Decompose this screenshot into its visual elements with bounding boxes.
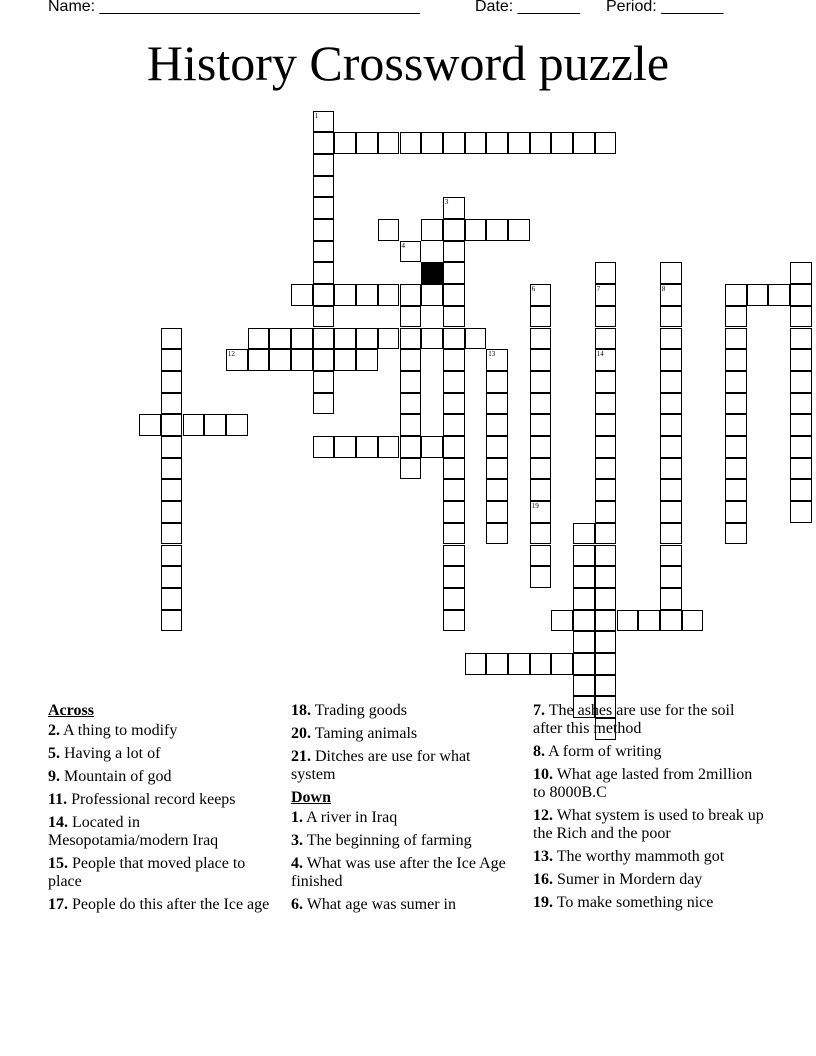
crossword-cell[interactable]: [573, 675, 595, 697]
crossword-cell[interactable]: [400, 371, 422, 393]
crossword-cell[interactable]: [443, 545, 465, 567]
crossword-cell[interactable]: [161, 479, 183, 501]
crossword-cell[interactable]: [595, 501, 617, 523]
cell-number: 13: [488, 350, 496, 359]
clue-number: 16.: [533, 871, 553, 888]
crossword-cell[interactable]: [443, 414, 465, 436]
crossword-cell[interactable]: [356, 328, 378, 350]
crossword-cell[interactable]: [421, 328, 443, 350]
crossword-cell[interactable]: [421, 132, 443, 154]
clue-number: 9.: [48, 768, 60, 785]
crossword-cell[interactable]: [465, 328, 487, 350]
crossword-cell[interactable]: [790, 306, 812, 328]
crossword-cell[interactable]: [226, 349, 248, 371]
crossword-cell[interactable]: [595, 458, 617, 480]
crossword-cell[interactable]: [660, 523, 682, 545]
crossword-cell[interactable]: [378, 284, 400, 306]
crossword-cell[interactable]: [334, 349, 356, 371]
crossword-cell[interactable]: [790, 328, 812, 350]
across-clue: [48, 745, 276, 763]
crossword-cell[interactable]: [443, 479, 465, 501]
crossword-cell[interactable]: [768, 284, 790, 306]
crossword-cell[interactable]: [356, 349, 378, 371]
crossword-cell[interactable]: [486, 132, 508, 154]
crossword-cell[interactable]: [313, 262, 335, 284]
crossword-cell[interactable]: [725, 393, 747, 415]
crossword-cell[interactable]: [443, 241, 465, 263]
crossword-cell[interactable]: [725, 371, 747, 393]
crossword-cell[interactable]: [161, 501, 183, 523]
crossword-cell[interactable]: [486, 479, 508, 501]
crossword-cell[interactable]: [161, 458, 183, 480]
clue-text: People do this after the Ice age: [72, 896, 270, 913]
crossword-cell[interactable]: [530, 501, 552, 523]
crossword-cell[interactable]: [139, 414, 161, 436]
crossword-cell[interactable]: [747, 284, 769, 306]
crossword-cell[interactable]: [378, 132, 400, 154]
crossword-cell[interactable]: [356, 132, 378, 154]
crossword-cell[interactable]: [595, 545, 617, 567]
crossword-cell[interactable]: [573, 610, 595, 632]
crossword-cell[interactable]: [465, 219, 487, 241]
crossword-cell[interactable]: [313, 306, 335, 328]
crossword-cell[interactable]: [530, 545, 552, 567]
clue-text: Sumer in Mordern day: [557, 871, 703, 888]
clue-text: What age was sumer in: [306, 896, 456, 913]
crossword-cell[interactable]: [443, 371, 465, 393]
cell-number: 1: [314, 111, 319, 120]
crossword-cell[interactable]: [660, 566, 682, 588]
clue-text: Mountain of god: [64, 768, 172, 785]
down-clue: [533, 743, 765, 761]
crossword-cell[interactable]: [551, 653, 573, 675]
crossword-cell[interactable]: [421, 219, 443, 241]
crossword-cell[interactable]: [486, 349, 508, 371]
crossword-cell[interactable]: [313, 132, 335, 154]
across-clue: [48, 722, 276, 740]
clue-number: 13.: [533, 848, 553, 865]
crossword-cell[interactable]: [486, 523, 508, 545]
crossword-cell[interactable]: [790, 393, 812, 415]
crossword-cell[interactable]: [595, 479, 617, 501]
clue-text: A form of writing: [548, 743, 662, 760]
crossword-cell[interactable]: [725, 523, 747, 545]
crossword-cell[interactable]: [486, 436, 508, 458]
crossword-cell[interactable]: [790, 371, 812, 393]
crossword-cell[interactable]: [443, 219, 465, 241]
crossword-cell[interactable]: [530, 371, 552, 393]
down-clue: [533, 894, 765, 912]
crossword-cell[interactable]: [400, 436, 422, 458]
crossword-cell[interactable]: [313, 393, 335, 415]
crossword-cell[interactable]: [248, 328, 270, 350]
clue-text: A thing to modify: [63, 722, 178, 739]
crossword-cell[interactable]: [313, 154, 335, 176]
crossword-cell[interactable]: [595, 284, 617, 306]
clue-text: Ditches are use for what system: [291, 748, 471, 783]
crossword-cell[interactable]: [660, 306, 682, 328]
crossword-cell[interactable]: [530, 132, 552, 154]
crossword-cell[interactable]: [595, 588, 617, 610]
clue-number: 12.: [533, 807, 553, 824]
cell-number: 4: [401, 241, 405, 250]
clue-number: 21.: [291, 748, 311, 765]
crossword-cell[interactable]: [161, 393, 183, 415]
crossword-cell[interactable]: [443, 501, 465, 523]
crossword-cell[interactable]: [226, 414, 248, 436]
crossword-cell[interactable]: [530, 436, 552, 458]
crossword-cell[interactable]: [378, 219, 400, 241]
page-title: History Crossword puzzle: [146, 35, 670, 91]
crossword-cell[interactable]: [400, 241, 422, 263]
crossword-cell[interactable]: [161, 566, 183, 588]
crossword-cell[interactable]: [595, 566, 617, 588]
crossword-cell[interactable]: [617, 610, 639, 632]
crossword-cell[interactable]: [595, 610, 617, 632]
clues-column-3: [533, 702, 765, 917]
down-clue: [291, 855, 517, 891]
crossword-cell[interactable]: [443, 132, 465, 154]
crossword-cell[interactable]: [378, 436, 400, 458]
clue-text: What system is used to break up the Rich and the poor: [533, 807, 764, 842]
crossword-cell[interactable]: [161, 371, 183, 393]
down-clue: [533, 848, 765, 866]
crossword-cell[interactable]: [660, 349, 682, 371]
crossword-cell[interactable]: [291, 284, 313, 306]
crossword-cell[interactable]: [183, 414, 205, 436]
crossword-cell[interactable]: [530, 328, 552, 350]
crossword-cell[interactable]: [790, 458, 812, 480]
crossword-cell[interactable]: [443, 523, 465, 545]
down-heading: Down: [291, 789, 332, 806]
crossword-cell[interactable]: [421, 284, 443, 306]
crossword-cell[interactable]: [595, 349, 617, 371]
crossword-cell[interactable]: [660, 479, 682, 501]
crossword-cell[interactable]: [595, 393, 617, 415]
clue-number: 20.: [291, 725, 311, 742]
crossword-cell[interactable]: [725, 328, 747, 350]
crossword-cell[interactable]: [400, 328, 422, 350]
crossword-cell[interactable]: [725, 479, 747, 501]
crossword-cell[interactable]: [313, 176, 335, 198]
crossword-cell[interactable]: [204, 414, 226, 436]
crossword-cell[interactable]: [400, 393, 422, 415]
crossword-cell[interactable]: [595, 653, 617, 675]
crossword-cell[interactable]: [248, 349, 270, 371]
clue-number: 3.: [291, 832, 303, 849]
clues-column-2: [291, 702, 517, 919]
crossword-cell[interactable]: [508, 132, 530, 154]
crossword-cell[interactable]: [161, 436, 183, 458]
crossword-cell[interactable]: [443, 610, 465, 632]
crossword-cell[interactable]: [595, 306, 617, 328]
clue-number: 10.: [533, 766, 553, 783]
clue-number: 15.: [48, 855, 68, 872]
crossword-cell[interactable]: [486, 393, 508, 415]
down-clue: [533, 702, 765, 738]
crossword-cell[interactable]: [530, 284, 552, 306]
crossword-cell[interactable]: [443, 349, 465, 371]
cell-number: 6: [531, 285, 536, 294]
crossword-cell[interactable]: [313, 197, 335, 219]
crossword-cell[interactable]: [530, 458, 552, 480]
crossword-cell[interactable]: [161, 545, 183, 567]
crossword-cell[interactable]: [530, 523, 552, 545]
clue-number: 8.: [533, 743, 545, 760]
crossword-cell[interactable]: [486, 219, 508, 241]
crossword-cell[interactable]: [400, 414, 422, 436]
crossword-cell[interactable]: [443, 393, 465, 415]
crossword-cell[interactable]: [660, 588, 682, 610]
crossword-cell[interactable]: [400, 349, 422, 371]
crossword-cell[interactable]: [313, 219, 335, 241]
across-clue: [291, 725, 517, 743]
crossword-cell[interactable]: [530, 349, 552, 371]
cell-number: 3: [444, 198, 449, 207]
crossword-cell[interactable]: [660, 545, 682, 567]
crossword-cell[interactable]: [682, 610, 704, 632]
crossword-cell[interactable]: [486, 458, 508, 480]
crossword-cell[interactable]: [660, 414, 682, 436]
crossword-cell[interactable]: [291, 349, 313, 371]
clue-text: Trading goods: [314, 702, 408, 719]
clue-text: A river in Iraq: [306, 809, 398, 826]
crossword-cell[interactable]: [443, 588, 465, 610]
crossword-cell[interactable]: [595, 371, 617, 393]
crossword-cell[interactable]: [486, 414, 508, 436]
clue-text: To make something nice: [556, 894, 714, 911]
crossword-cell[interactable]: [595, 414, 617, 436]
crossword-cell[interactable]: [269, 349, 291, 371]
crossword-cell[interactable]: [334, 436, 356, 458]
crossword-cell[interactable]: [660, 393, 682, 415]
down-clue: [291, 832, 517, 850]
clue-number: 2.: [48, 722, 60, 739]
crossword-cell[interactable]: [530, 306, 552, 328]
crossword-cell[interactable]: [334, 328, 356, 350]
crossword-cell[interactable]: [573, 566, 595, 588]
clue-text: Having a lot of: [64, 745, 161, 762]
crossword-cell[interactable]: [595, 436, 617, 458]
crossword-cell[interactable]: [790, 349, 812, 371]
clue-text: People that moved place to place: [48, 855, 246, 890]
crossword-cell[interactable]: [530, 414, 552, 436]
crossword-cell[interactable]: [530, 479, 552, 501]
clue-text: Taming animals: [314, 725, 418, 742]
clue-number: 4.: [291, 855, 303, 872]
crossword-cell[interactable]: [725, 436, 747, 458]
clue-number: 18.: [291, 702, 311, 719]
crossword-cell[interactable]: [573, 523, 595, 545]
crossword-cell[interactable]: [486, 371, 508, 393]
clue-number: 14.: [48, 814, 68, 831]
down-clue: [291, 896, 517, 914]
crossword-cell[interactable]: [508, 653, 530, 675]
crossword-cell[interactable]: [790, 501, 812, 523]
clues-column-1: [48, 702, 276, 919]
crossword-cell[interactable]: [400, 284, 422, 306]
crossword-cell[interactable]: [725, 501, 747, 523]
crossword-cell[interactable]: [790, 284, 812, 306]
clue-text: Located in Mesopotamia/modern Iraq: [48, 814, 219, 849]
across-clue: [291, 702, 517, 720]
crossword-cell[interactable]: [790, 262, 812, 284]
across-clue: [48, 768, 276, 786]
clue-text: The ashes are use for the soil after this method: [533, 702, 735, 737]
clue-number: 11.: [48, 791, 68, 808]
crossword-cell[interactable]: [313, 111, 335, 133]
crossword-cell[interactable]: [573, 132, 595, 154]
clue-text: Professional record keeps: [71, 791, 236, 808]
crossword-cell[interactable]: [551, 610, 573, 632]
clue-number: 19.: [533, 894, 553, 911]
cell-number: 14: [596, 350, 604, 359]
crossword-cell[interactable]: [660, 458, 682, 480]
crossword-cell[interactable]: [660, 610, 682, 632]
clue-number: 17.: [48, 896, 68, 913]
crossword-cell[interactable]: [356, 284, 378, 306]
clue-number: 1.: [291, 809, 303, 826]
down-clue: [291, 809, 517, 827]
crossword-cell[interactable]: [660, 371, 682, 393]
crossword-cell[interactable]: [486, 501, 508, 523]
down-clue: [533, 807, 765, 843]
crossword-cell[interactable]: [530, 393, 552, 415]
crossword-cell[interactable]: [508, 219, 530, 241]
crossword-cell[interactable]: [660, 262, 682, 284]
name-field-label: Name: ____________________________________: [48, 0, 420, 15]
crossword-cell[interactable]: [161, 588, 183, 610]
crossword-cell[interactable]: [161, 328, 183, 350]
clue-text: The worthy mammoth got: [556, 848, 725, 865]
crossword-cell[interactable]: [660, 284, 682, 306]
crossword-cell[interactable]: [161, 414, 183, 436]
crossword-cell[interactable]: [486, 653, 508, 675]
crossword-cell[interactable]: [443, 566, 465, 588]
crossword-cell[interactable]: [269, 328, 291, 350]
crossword-cell[interactable]: [443, 197, 465, 219]
down-clue: [533, 766, 765, 802]
crossword-cell[interactable]: [595, 132, 617, 154]
crossword-cell[interactable]: [573, 588, 595, 610]
crossword-cell[interactable]: [573, 653, 595, 675]
crossword-cell[interactable]: [421, 436, 443, 458]
crossword-cell[interactable]: [334, 284, 356, 306]
crossword-cell[interactable]: [725, 306, 747, 328]
clue-number: 7.: [533, 702, 545, 719]
crossword-cell[interactable]: [725, 458, 747, 480]
crossword-cell[interactable]: [660, 436, 682, 458]
crossword-cell[interactable]: [161, 523, 183, 545]
crossword-cell[interactable]: [334, 132, 356, 154]
crossword-cell[interactable]: [573, 631, 595, 653]
crossword-cell[interactable]: [400, 306, 422, 328]
crossword-cell[interactable]: [790, 436, 812, 458]
crossword-cell[interactable]: [595, 675, 617, 697]
crossword-cell[interactable]: [313, 328, 335, 350]
crossword-cell[interactable]: [400, 132, 422, 154]
crossword-cell[interactable]: [660, 501, 682, 523]
crossword-cell[interactable]: [313, 371, 335, 393]
across-clue: [48, 814, 276, 850]
crossword-cell[interactable]: [443, 306, 465, 328]
crossword-cell[interactable]: [443, 284, 465, 306]
crossword-cell[interactable]: [465, 132, 487, 154]
crossword-cell[interactable]: [356, 436, 378, 458]
clue-text: The beginning of farming: [306, 832, 472, 849]
crossword-cell[interactable]: [551, 132, 573, 154]
crossword-cell[interactable]: [443, 458, 465, 480]
crossword-cell[interactable]: [595, 328, 617, 350]
crossword-cell[interactable]: [530, 566, 552, 588]
cell-number: 8: [661, 285, 666, 294]
cell-number: 19: [531, 502, 539, 511]
crossword-cell[interactable]: [400, 458, 422, 480]
cell-number: 7: [596, 285, 601, 294]
across-clue: [48, 855, 276, 891]
crossword-cell[interactable]: [313, 284, 335, 306]
crossword-cell[interactable]: [790, 479, 812, 501]
crossword-cell[interactable]: [660, 328, 682, 350]
crossword-cell[interactable]: [790, 414, 812, 436]
crossword-cell[interactable]: [443, 262, 465, 284]
crossword-cell[interactable]: [595, 262, 617, 284]
crossword-cell[interactable]: [530, 653, 552, 675]
crossword-cell[interactable]: [595, 631, 617, 653]
period-field-label: Period: _______: [606, 0, 724, 15]
crossword-cell[interactable]: [725, 414, 747, 436]
crossword-cell[interactable]: [161, 349, 183, 371]
across-clue: [48, 791, 276, 809]
crossword-cell[interactable]: [313, 436, 335, 458]
crossword-cell[interactable]: [443, 436, 465, 458]
crossword-cell[interactable]: [725, 284, 747, 306]
cell-number: 12: [227, 350, 235, 359]
clue-number: 5.: [48, 745, 60, 762]
black-square: [421, 262, 443, 284]
across-heading: Across: [48, 702, 94, 719]
crossword-cell[interactable]: [313, 349, 335, 371]
crossword-cell[interactable]: [725, 349, 747, 371]
crossword-cell[interactable]: [638, 610, 660, 632]
crossword-cell[interactable]: [378, 328, 400, 350]
down-clue: [533, 871, 765, 889]
date-field-label: Date: _______: [475, 0, 580, 15]
crossword-cell[interactable]: [291, 328, 313, 350]
across-clue: [291, 748, 517, 784]
clue-text: What age lasted from 2million to 8000B.C: [533, 766, 753, 801]
clue-number: 6.: [291, 896, 303, 913]
across-clue: [48, 896, 276, 914]
crossword-cell[interactable]: [573, 545, 595, 567]
clue-text: What was use after the Ice Age finished: [291, 855, 506, 890]
crossword-cell[interactable]: [465, 653, 487, 675]
crossword-cell[interactable]: [313, 241, 335, 263]
crossword-cell[interactable]: [161, 610, 183, 632]
crossword-cell[interactable]: [443, 328, 465, 350]
crossword-cell[interactable]: [595, 523, 617, 545]
